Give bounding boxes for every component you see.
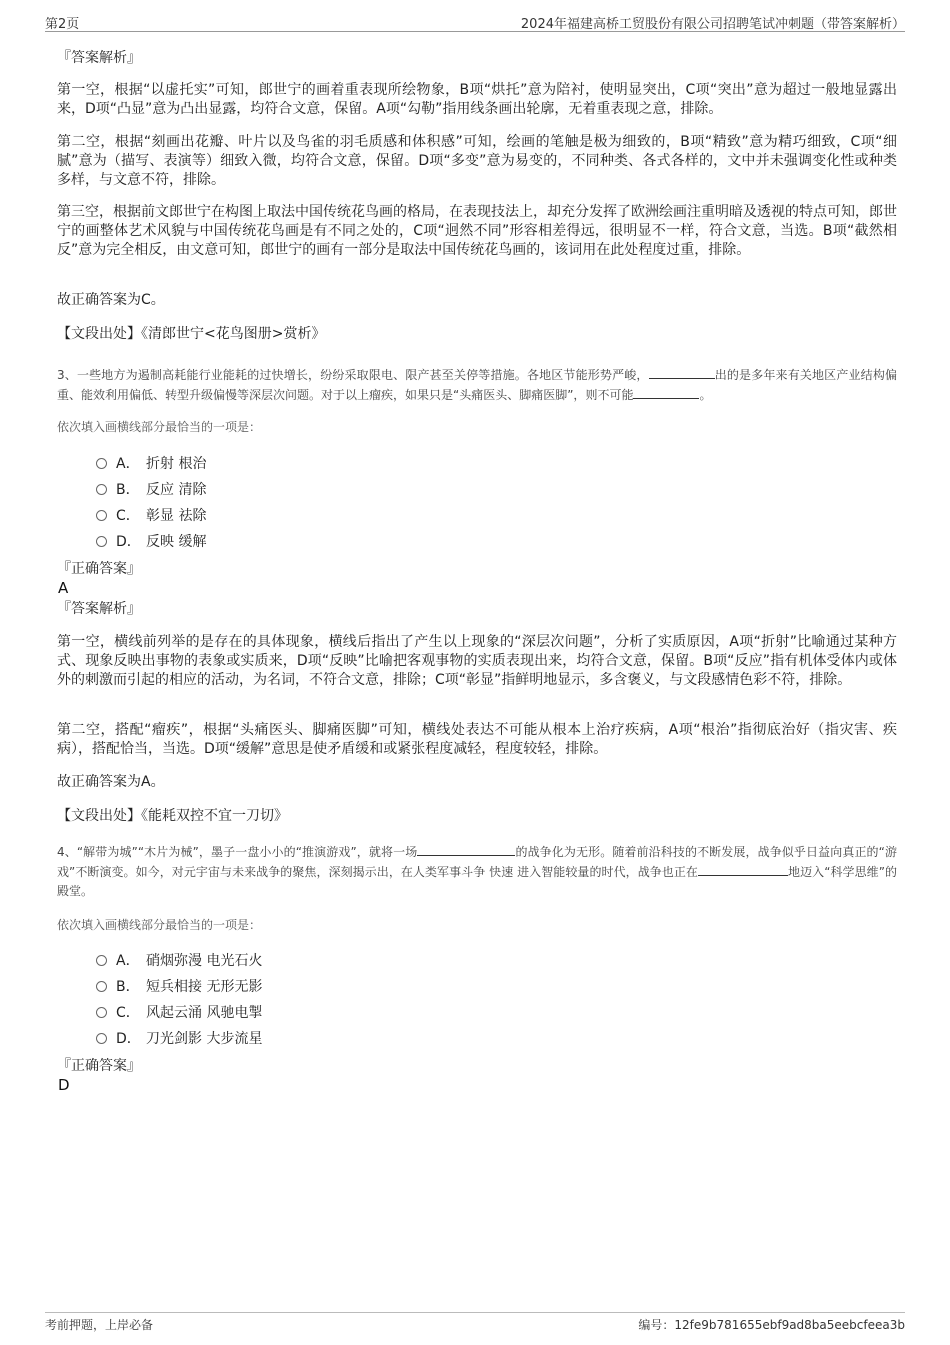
- q2-analysis-label: 『答案解析』: [57, 50, 141, 66]
- radio-icon[interactable]: [96, 955, 107, 966]
- q4-answer: D: [58, 1076, 70, 1094]
- q3-option-c[interactable]: [96, 506, 206, 526]
- q4-stem-part-3: 地迈入“科学思维”的殿堂。: [57, 865, 897, 898]
- q2-source: 【文段出处】《清郎世宁<花鸟图册>赏析》: [57, 326, 326, 342]
- header-divider: [45, 31, 905, 32]
- q4-blank-1: [417, 842, 515, 856]
- option-text: 风起云涌 风驰电掣: [146, 1005, 263, 1021]
- radio-icon[interactable]: [96, 1033, 107, 1044]
- q4-stem: [57, 842, 897, 901]
- option-letter: B．: [116, 979, 140, 995]
- document-code: 编号：12fe9b781655ebf9ad8ba5eebcfeea3b: [638, 1318, 905, 1332]
- q4-option-c[interactable]: [96, 1003, 262, 1023]
- option-text: 折射 根治: [146, 456, 207, 472]
- radio-icon[interactable]: [96, 458, 107, 469]
- radio-icon[interactable]: [96, 981, 107, 992]
- q2-analysis-paragraph-1: 第一空，根据“以虚托实”可知，郎世宁的画着重表现所绘物象，B项“烘托”意为陪衬，使明显突出，C项“突出”意为超过一般地显露出来，D项“凸显”意为凸出显露，均符合文意，保留。A项“勾勒”指用线条画出轮廓，无着重表现之意，排除。: [57, 82, 897, 117]
- q3-stem: [57, 365, 897, 405]
- q3-option-d[interactable]: [96, 532, 206, 552]
- q3-blank-2: [633, 385, 699, 399]
- document-title: 2024年福建高桥工贸股份有限公司招聘笔试冲刺题（带答案解析）: [520, 17, 905, 32]
- q4-option-b[interactable]: [96, 977, 262, 997]
- q3-option-b[interactable]: [96, 480, 206, 500]
- q3-stem-part-1: 3、一些地方为遏制高耗能行业能耗的过快增长，纷纷采取限电、限产甚至关停等措施。各地区节能形势严峻，: [57, 368, 649, 382]
- option-text: 硝烟弥漫 电光石火: [146, 953, 263, 969]
- footer-divider: [45, 1312, 905, 1313]
- option-letter: A．: [116, 953, 140, 969]
- option-letter: C．: [116, 508, 140, 524]
- q3-conclusion: 故正确答案为A。: [57, 774, 165, 790]
- q3-analysis-paragraph-1: 第一空，横线前列举的是存在的具体现象，横线后指出了产生以上现象的“深层次问题”，分析了实质原因，A项“折射”比喻通过某种方式、现象反映出事物的表象或实质来，D项“反映”比喻把客观事物的实质表现出来，均符合文意，保留。B项“反应”指有机体受体内或体外的刺激而引起的相应的活动，为名词，不符合文意，排除；C项“彰显”指鲜明地显示，多含褒义，与文段感情色彩不符，排除。: [57, 634, 897, 688]
- q4-answer-label: 『正确答案』: [57, 1058, 141, 1074]
- q3-analysis-label: 『答案解析』: [57, 601, 141, 617]
- q3-answer-label: 『正确答案』: [57, 561, 141, 577]
- footer-slogan: 考前押题，上岸必备: [45, 1318, 154, 1332]
- q4-stem-part-1: 4、“解带为城”“木片为械”，墨子一盘小小的“推演游戏”，就将一场: [57, 845, 418, 859]
- q4-option-a[interactable]: [96, 951, 262, 971]
- option-letter: B．: [116, 482, 140, 498]
- page-header: [0, 0, 950, 30]
- option-letter: D．: [116, 1031, 141, 1047]
- q3-stem-part-3: 。: [699, 388, 712, 402]
- q3-blank-1: [649, 365, 715, 379]
- q4-prompt: 依次填入画横线部分最恰当的一项是：: [57, 918, 262, 932]
- q3-stem-part-2: 出的是多年来有关地区产业结构偏重、能效利用偏低、转型升级偏慢等深层次问题。对于以上瘤疾，如果只是“头痛医头、脚痛医脚”，则不可能: [57, 368, 897, 402]
- option-text: 彰显 祛除: [146, 508, 207, 524]
- option-text: 反映 缓解: [146, 534, 207, 550]
- q3-source: 【文段出处】《能耗双控不宜一刀切》: [57, 808, 288, 824]
- option-text: 短兵相接 无形无影: [146, 979, 263, 995]
- radio-icon[interactable]: [96, 536, 107, 547]
- q3-answer: A: [58, 579, 69, 597]
- radio-icon[interactable]: [96, 484, 107, 495]
- page-number: 第2页: [45, 17, 80, 32]
- option-text: 刀光剑影 大步流星: [146, 1031, 263, 1047]
- radio-icon[interactable]: [96, 510, 107, 521]
- q2-analysis-paragraph-2: 第二空，根据“刻画出花瓣、叶片以及鸟雀的羽毛质感和体积感”可知，绘画的笔触是极为细致的，B项“精致”意为精巧细致，C项“细腻”意为（描写、表演等）细致入微，均符合文意，保留。D项“多变”意为易变的，不同种类、各式各样的，文中并未强调变化性或种类多样，与文意不符，排除。: [57, 134, 897, 188]
- q2-analysis-paragraph-3: 第三空，根据前文郎世宁在构图上取法中国传统花鸟画的格局，在表现技法上，却充分发挥了欧洲绘画注重明暗及透视的特点可知，郎世宁的画整体艺术风貌与中国传统花鸟画是有不同之处的，C项“迥然不同”形容相差得远，很明显不一样，符合文意，当选。B项“截然相反”意为完全相反，由文意可知，郎世宁的画有一部分是取法中国传统花鸟画的，该词用在此处程度过重，排除。: [57, 204, 897, 258]
- q3-option-a[interactable]: [96, 454, 206, 474]
- option-text: 反应 清除: [146, 482, 207, 498]
- option-letter: A．: [116, 456, 140, 472]
- q3-analysis-paragraph-2: 第二空，搭配“瘤疾”，根据“头痛医头、脚痛医脚”可知，横线处表达不可能从根本上治疗疾病，A项“根治”指彻底治好（指灾害、疾病），搭配恰当，当选。D项“缓解”意思是使矛盾缓和或紧张程度减轻，程度较轻，排除。: [57, 722, 897, 757]
- q4-option-d[interactable]: [96, 1029, 262, 1049]
- q2-conclusion: 故正确答案为C。: [57, 292, 165, 308]
- option-letter: C．: [116, 1005, 140, 1021]
- radio-icon[interactable]: [96, 1007, 107, 1018]
- page-footer: [0, 1305, 950, 1345]
- option-letter: D．: [116, 534, 141, 550]
- q4-blank-2: [698, 862, 788, 876]
- q4-stem-part-2: 的战争化为无形。随着前沿科技的不断发展，战争似乎日益向真正的“游戏”不断演变。如今，对元宇宙与未来战争的聚焦，深刻揭示出，在人类军事斗争 快速 进入智能较量的时代，战争也正在: [57, 845, 897, 879]
- q3-prompt: 依次填入画横线部分最恰当的一项是：: [57, 420, 262, 434]
